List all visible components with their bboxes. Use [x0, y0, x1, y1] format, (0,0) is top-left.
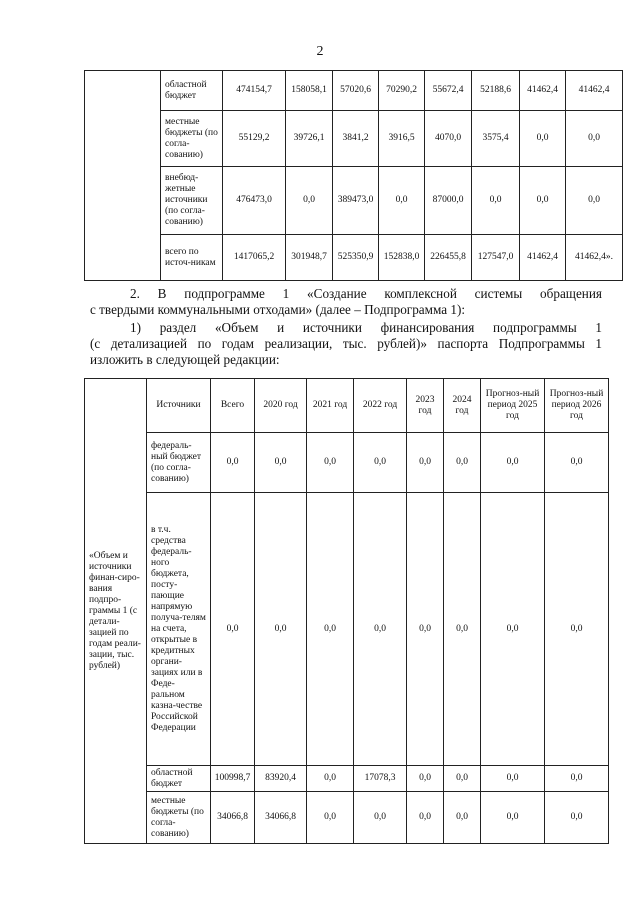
cell: 525350,9 — [333, 235, 379, 281]
cell: 0,0 — [444, 493, 481, 766]
cell: 0,0 — [407, 792, 444, 844]
column-header: 2023 год — [407, 379, 444, 433]
cell: 3841,2 — [333, 111, 379, 167]
row-label: федераль-ный бюджет (по согла-сованию) — [147, 433, 211, 493]
cell: 41462,4». — [566, 235, 623, 281]
table-row — [85, 766, 609, 792]
row-label: местные бюджеты (по согла-сованию) — [147, 792, 211, 844]
cell: 0,0 — [211, 493, 255, 766]
cell: 34066,8 — [255, 792, 307, 844]
paragraph-line: изложить в следующей редакции: — [90, 352, 280, 367]
table-funding — [84, 378, 609, 844]
cell: 3575,4 — [472, 111, 520, 167]
cell: 52188,6 — [472, 71, 520, 111]
cell: 100998,7 — [211, 766, 255, 792]
cell: 34066,8 — [211, 792, 255, 844]
column-header: Всего — [211, 379, 255, 433]
paragraph-subprogram — [90, 286, 602, 318]
cell: 0,0 — [407, 766, 444, 792]
empty-cell — [85, 71, 161, 281]
cell: 3916,5 — [379, 111, 425, 167]
cell: 0,0 — [481, 493, 545, 766]
cell: 0,0 — [354, 433, 407, 493]
table-row — [85, 792, 609, 844]
column-header: 2022 год — [354, 379, 407, 433]
cell: 158058,1 — [286, 71, 333, 111]
cell: 0,0 — [255, 493, 307, 766]
column-header: 2021 год — [307, 379, 354, 433]
cell: 0,0 — [307, 766, 354, 792]
cell: 39726,1 — [286, 111, 333, 167]
cell: 0,0 — [566, 167, 623, 235]
row-label: областной бюджет — [147, 766, 211, 792]
row-label: в т.ч. средства федераль-ного бюджета, посту-пающие напрямую получа-телям на счета, открытые в кредитных органи-зациях или в Феде-ральном казна-честве Российской Федерации — [147, 493, 211, 766]
row-header: «Объем и источники финан-сиро-вания подпро-граммы 1 (с детали-зацией по годам реали-зации, тыс. рублей) — [85, 379, 147, 844]
table-row — [85, 433, 609, 493]
cell: 17078,3 — [354, 766, 407, 792]
cell: 301948,7 — [286, 235, 333, 281]
paragraph-line: 2. В подпрограмме 1 «Создание комплексной системы обращения — [130, 286, 602, 301]
cell: 226455,8 — [425, 235, 472, 281]
row-label: местные бюджеты (по согла-сованию) — [161, 111, 223, 167]
cell: 55129,2 — [223, 111, 286, 167]
cell: 0,0 — [286, 167, 333, 235]
cell: 0,0 — [481, 433, 545, 493]
cell: 0,0 — [520, 167, 566, 235]
cell: 0,0 — [354, 493, 407, 766]
cell: 0,0 — [407, 433, 444, 493]
cell: 0,0 — [444, 433, 481, 493]
cell: 0,0 — [545, 493, 609, 766]
cell: 41462,4 — [566, 71, 623, 111]
table-row — [85, 71, 623, 111]
cell: 83920,4 — [255, 766, 307, 792]
cell: 474154,7 — [223, 71, 286, 111]
row-label: всего по источ-никам — [161, 235, 223, 281]
paragraph-line: с твердыми коммунальными отходами» (далее – Подпрограмма 1): — [90, 302, 466, 317]
cell: 1417065,2 — [223, 235, 286, 281]
cell: 0,0 — [481, 792, 545, 844]
cell: 41462,4 — [520, 235, 566, 281]
table-row — [85, 167, 623, 235]
cell: 0,0 — [444, 792, 481, 844]
table-row — [85, 235, 623, 281]
cell: 127547,0 — [472, 235, 520, 281]
cell: 0,0 — [545, 766, 609, 792]
cell: 0,0 — [545, 433, 609, 493]
table-continuation — [84, 70, 623, 281]
table-row — [85, 111, 623, 167]
cell: 0,0 — [255, 433, 307, 493]
cell: 476473,0 — [223, 167, 286, 235]
column-header: 2024 год — [444, 379, 481, 433]
column-header: Прогноз-ный период 2026 год — [545, 379, 609, 433]
cell: 41462,4 — [520, 71, 566, 111]
page-number: 2 — [316, 44, 324, 59]
cell: 0,0 — [520, 111, 566, 167]
paragraph-line: (с детализацией по годам реализации, тыс. рублей)» паспорта Подпрограммы 1 — [90, 336, 602, 351]
column-header: 2020 год — [255, 379, 307, 433]
cell: 152838,0 — [379, 235, 425, 281]
cell: 70290,2 — [379, 71, 425, 111]
cell: 0,0 — [472, 167, 520, 235]
table-row — [85, 493, 609, 766]
column-header: Источники — [147, 379, 211, 433]
cell: 57020,6 — [333, 71, 379, 111]
cell: 0,0 — [566, 111, 623, 167]
paragraph-line: 1) раздел «Объем и источники финансирования подпрограммы 1 — [130, 320, 602, 335]
cell: 0,0 — [307, 493, 354, 766]
cell: 0,0 — [354, 792, 407, 844]
cell: 0,0 — [545, 792, 609, 844]
cell: 0,0 — [307, 792, 354, 844]
cell: 0,0 — [407, 493, 444, 766]
cell: 389473,0 — [333, 167, 379, 235]
table-header-row — [85, 379, 609, 433]
cell: 0,0 — [481, 766, 545, 792]
cell: 0,0 — [379, 167, 425, 235]
cell: 0,0 — [307, 433, 354, 493]
cell: 0,0 — [444, 766, 481, 792]
cell: 87000,0 — [425, 167, 472, 235]
cell: 0,0 — [211, 433, 255, 493]
cell: 55672,4 — [425, 71, 472, 111]
column-header: Прогноз-ный период 2025 год — [481, 379, 545, 433]
paragraph-section — [90, 320, 602, 368]
row-label: внебюд-жетные источники (по согла-сованию) — [161, 167, 223, 235]
cell: 4070,0 — [425, 111, 472, 167]
row-label: областной бюджет — [161, 71, 223, 111]
